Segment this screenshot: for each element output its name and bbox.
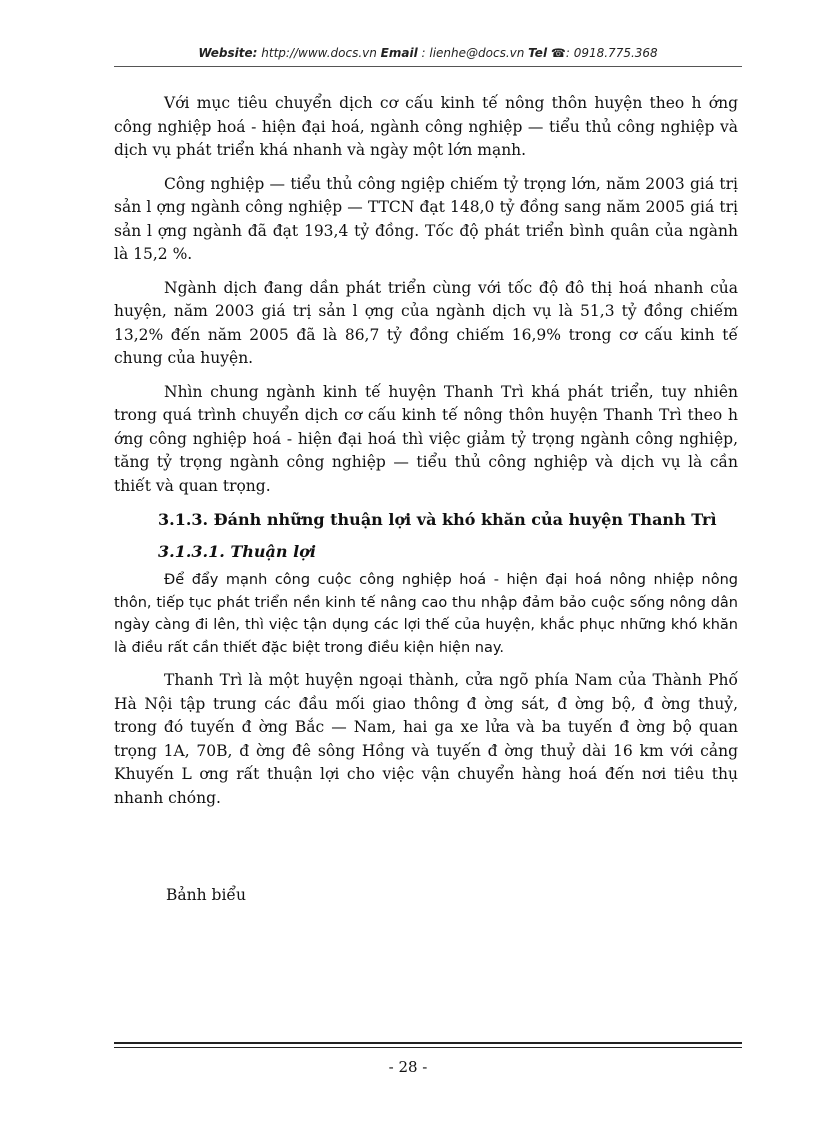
- tel-number: : 0918.775.368: [565, 46, 658, 60]
- paragraph-4: Nhìn chung ngành kinh tế huyện Thanh Trì khá phát triển, tuy nhiên trong quá trình chuyển dịch cơ cấu kinh tế nông thôn huyện Thanh Trì theo h ớng công nghiệp hoá - hiện đại hoá thì việc giảm tỷ trọng ngành công nghiệp, tăng tỷ trọng ngành công nghiệp — tiểu thủ công nghiệp và dịch vụ là cần thiết và quan trọng.: [114, 382, 738, 495]
- paragraph-2: Công nghiệp — tiểu thủ công ngiệp chiếm tỷ trọng lớn, năm 2003 giá trị sản l ợng ngành công nghiệp — TTCN đạt 148,0 tỷ đồng sang năm 2005 giá trị sản l ợng ngành đã đạt 193,4 tỷ đồng. Tốc độ phát triển bình quân của ngành là 15,2 %.: [114, 174, 738, 263]
- footer-divider-thick: [114, 1042, 742, 1044]
- document-body: [114, 92, 738, 820]
- header-divider: [114, 66, 742, 67]
- website-label: Website:: [198, 46, 258, 60]
- tel-label: Tel: [528, 46, 548, 60]
- subsection-heading: 3.1.3.1. Thuận lợi: [158, 541, 316, 561]
- section-heading: 3.1.3. Đánh những thuận lợi và khó khăn của huyện Thanh Trì: [158, 510, 717, 529]
- email-address: : lienhe@docs.vn: [417, 46, 529, 60]
- paragraph-1: Với mục tiêu chuyển dịch cơ cấu kinh tế nông thôn huyện theo h ớng công nghiệp hoá - hiện đại hoá, ngành công nghiệp — tiểu thủ công nghiệp và dịch vụ phát triển khá nhanh và ngày một lớn mạnh.: [114, 94, 738, 159]
- paragraph-6: Thanh Trì là một huyện ngoại thành, cửa ngõ phía Nam của Thành Phố Hà Nội tập trung các đầu mối giao thông đ ờng sát, đ ờng bộ, đ ờng thuỷ, trong đó tuyến đ ờng Bắc — Nam, hai ga xe lửa và ba tuyến đ ờng bộ quan trọng 1A, 70B, đ ờng đê sông Hồng và tuyến đ ờng thuỷ dài 16 km với cảng Khuyến L ơng rất thuận lợi cho việc vận chuyển hàng hoá đến nơi tiêu thụ nhanh chóng.: [114, 671, 738, 807]
- footer-divider-thin: [114, 1047, 742, 1048]
- page-number: - 28 -: [388, 1058, 428, 1076]
- page-header: [114, 46, 742, 60]
- phone-icon: ☎: [550, 46, 566, 60]
- table-caption: Bảnh biểu: [166, 886, 246, 904]
- website-url: http://www.docs.vn: [257, 46, 381, 60]
- paragraph-5: Để đẩy mạnh công cuộc công nghiệp hoá - hiện đại hoá nông nhiệp nông thôn, tiếp tục phát triển nền kinh tế nâng cao thu nhập đảm bảo cuộc sống nông dân ngày càng đi lên, thì việc tận dụng các lợi thế của huyện, khắc phục những khó khăn là điều rất cần thiết đặc biệt trong điều kiện hiện nay.: [114, 572, 738, 656]
- paragraph-3: Ngành dịch đang dần phát triển cùng với tốc độ đô thị hoá nhanh của huyện, năm 2003 giá trị sản l ợng của ngành dịch vụ là 51,3 tỷ đồng chiếm 13,2% đến năm 2005 đã là 86,7 tỷ đồng chiếm 16,9% trong cơ cấu kinh tế chung của huyện.: [114, 278, 738, 367]
- email-label: Email: [380, 46, 418, 60]
